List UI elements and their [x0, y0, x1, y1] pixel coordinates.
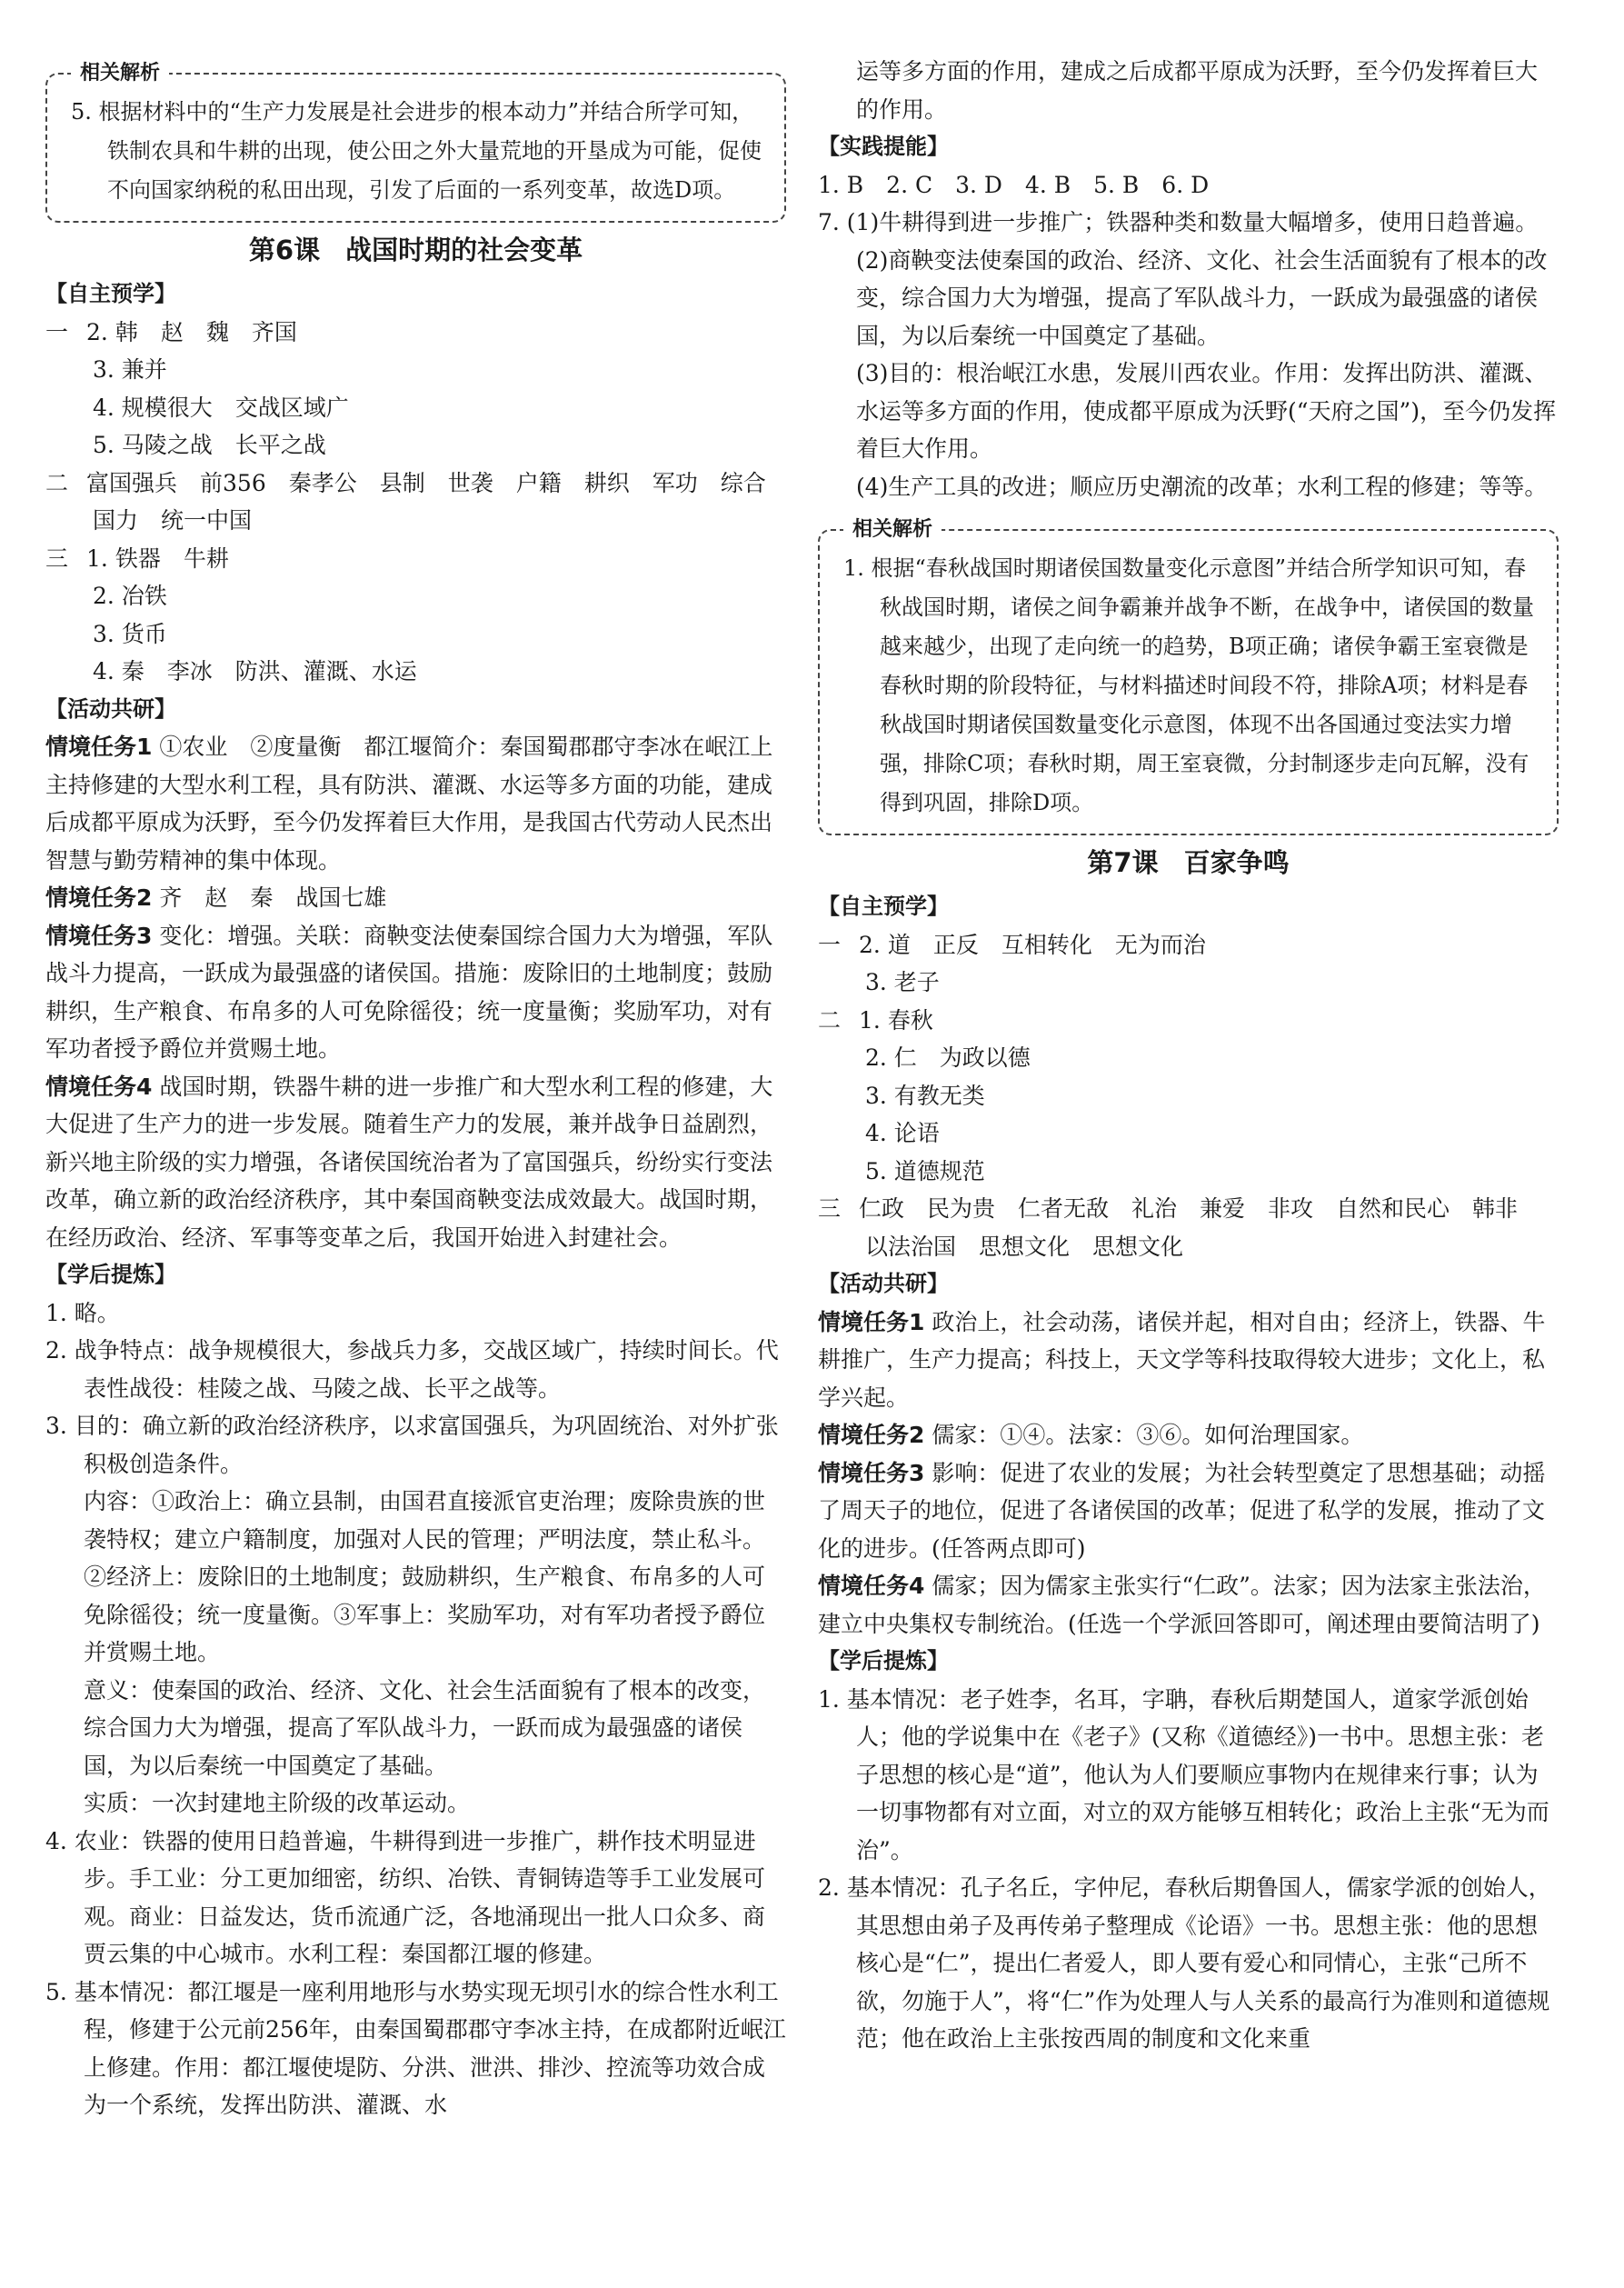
answer-item: (3)目的：根治岷江水患，发展川西农业。作用：发挥出防洪、灌溉、水运等多方面的作用，使成都平原成为沃野(“天府之国”)，至今仍发挥着巨大作用。	[856, 360, 1557, 462]
answer-line: 5. 道德规范	[865, 1157, 985, 1184]
answer-line: 4. 规模很大 交战区域广	[93, 394, 349, 421]
right-column	[818, 53, 1559, 2058]
answer-item: 3. 目的：确立新的政治经济秩序，以求富国强兵，为巩固统治、对外扩张积极创造条件。	[45, 1413, 779, 1477]
answer-line: 3. 老子	[865, 969, 940, 995]
answer-line: 4. 秦 李冰 防洪、灌溉、水运	[93, 658, 417, 684]
answer-item: 2. 战争特点：战争规模很大，参战兵力多，交战区域广，持续时间长。代表性战役：桂陵之战、马陵之战、长平之战等。	[45, 1337, 779, 1402]
lesson-title	[45, 232, 786, 268]
task-paragraph: 情境任务4 战国时期，铁器牛耕的进一步推广和大型水利工程的修建，大大促进了生产力的进一步发展。随着生产力的发展，兼并战争日益剧烈，新兴地主阶级的实力增强，各诸侯国统治者为了富国强兵，纷纷实行变法改革，确立新的政治经济秩序，其中秦国商鞅变法成效最大。战国时期，在经历政治、经济、军事等变革之后，我国开始进入封建社会。	[45, 1073, 773, 1251]
section-heading: 【活动共研】	[818, 1271, 949, 1296]
answer-line: 一 2. 韩 赵 魏 齐国	[45, 318, 297, 345]
answer-line: 4. 论语	[865, 1120, 940, 1146]
task-paragraph: 情境任务1 ①农业 ②度量衡 都江堰简介：秦国蜀郡郡守李冰在岷江上主持修建的大型水利工程，具有防洪、灌溉、水运等多方面的功能，建成后成都平原成为沃野，至今仍发挥着巨大作用，是我国古代劳动人民杰出智慧与勤劳精神的集中体现。	[45, 734, 773, 874]
task-paragraph: 情境任务2 齐 赵 秦 战国七雄	[45, 884, 387, 911]
analysis-text: 5. 根据材料中的“生产力发展是社会进步的根本动力”并结合所学可知，铁制农具和牛耕的出现，使公田之外大量荒地的开垦成为可能，促使不向国家纳税的私田出现，引发了后面的一系列变革，故选D项。	[71, 99, 762, 203]
answer-line: 3. 货币	[93, 620, 167, 647]
answer-line: 2. 仁 为政以德	[865, 1044, 1031, 1071]
answer-line: 3. 兼并	[93, 356, 167, 383]
answer-item: 2. 基本情况：孔子名丘，字仲尼，春秋后期鲁国人，儒家学派的创始人，其思想由弟子及再传弟子整理成《论语》一书。思想主张：他的思想核心是“仁”，提出仁者爱人，即人要有爱心和同情心，主张“己所不欲，勿施于人”，将“仁”作为处理人与人关系的最高行为准则和道德规范；他在政治上主张按西周的制度和文化来重	[818, 1874, 1551, 2052]
answer-item: 1. 基本情况：老子姓李，名耳，字聃，春秋后期楚国人，道家学派创始人；他的学说集中在《老子》(又称《道德经》)一书中。思想主张：老子思想的核心是“道”，他认为人们要顺应事物内在规律来行事；认为一切事物都有对立面，对立的双方能够互相转化；政治上主张“无为而治”。	[818, 1685, 1549, 1863]
answer-item: 意义：使秦国的政治、经济、文化、社会生活面貌有了根本的改变，综合国力大为增强，提高了军队战斗力，一跃而成为最强盛的诸侯国，为以后秦统一中国奠定了基础。	[84, 1676, 766, 1779]
task-paragraph: 情境任务2 儒家：①④。法家：③⑥。如何治理国家。	[818, 1422, 1364, 1448]
analysis-box	[818, 518, 1559, 835]
answer-item: 运等多方面的作用，建成之后成都平原成为沃野，至今仍发挥着巨大的作用。	[856, 58, 1539, 123]
lesson-number: 第7课	[1087, 847, 1159, 878]
answer-line: 二 富国强兵 前356 秦孝公 县制 世袭 户籍 耕织 军功 综合国力 统一中国	[45, 469, 766, 534]
section-heading: 【自主预学】	[818, 894, 949, 919]
lesson-name: 战国时期的社会变革	[345, 235, 583, 265]
task-paragraph: 情境任务3 变化：增强。关联：商鞅变法使秦国综合国力大为增强，军队战斗力提高，一跃成为最强盛的诸侯国。措施：废除旧的土地制度；鼓励耕织，生产粮食、布帛多的人可免除徭役；统一度量衡；奖励军功，对有军功者授予爵位并赏赐土地。	[45, 922, 773, 1062]
task-paragraph: 情境任务1 政治上，社会动荡，诸侯并起，相对自由；经济上，铁器、牛耕推广，生产力提高；科技上，天文学等科技取得较大进步；文化上，私学兴起。	[818, 1308, 1546, 1411]
answer-line: 二 1. 春秋	[818, 1006, 933, 1034]
section-heading: 【学后提炼】	[45, 1262, 176, 1287]
analysis-label: 相关解析	[71, 60, 169, 87]
answer-line: 2. 冶铁	[93, 583, 167, 609]
answer-item: 7. (1)牛耕得到进一步推广；铁器种类和数量大幅增多，使用日趋普遍。	[818, 209, 1539, 235]
analysis-text: 1. 根据“春秋战国时期诸侯国数量变化示意图”并结合所学知识可知，春秋战国时期，诸侯之间争霸兼并战争不断，在战争中，诸侯国的数量越来越少，出现了走向统一的趋势，B项正确；诸侯争霸王室衰微是春秋时期的阶段特征，与材料描述时间段不符，排除A项；材料是春秋战国时期诸侯国数量变化示意图，体现不出各国通过变法实力增强，排除C项；春秋时期，周王室衰微，分封制逐步走向瓦解，没有得到巩固，排除D项。	[843, 555, 1534, 815]
answer-item: (2)商鞅变法使秦国的政治、经济、文化、社会生活面貌有了根本的改变，综合国力大为增强，提高了军队战斗力，一跃成为最强盛的诸侯国，为以后秦统一中国奠定了基础。	[856, 246, 1548, 349]
answer-item: 1. 略。	[45, 1299, 120, 1326]
answer-line: 1. B 2. C 3. D 4. B 5. B 6. D	[818, 171, 1210, 198]
answer-item: 4. 农业：铁器的使用日趋普遍，牛耕得到进一步推广，耕作技术明显进步。手工业：分工更加细密，纺织、冶铁、青铜铸造等手工业发展可观。商业：日益发达，货币流通广泛，各地涌现出一批人口众多、商贾云集的中心城市。水利工程：秦国都江堰的修建。	[45, 1827, 766, 1967]
analysis-label: 相关解析	[843, 516, 942, 544]
analysis-box	[45, 62, 786, 223]
section-heading: 【活动共研】	[45, 695, 176, 722]
answer-line: 3. 有教无类	[865, 1082, 985, 1109]
answer-item: 实质：一次封建地主阶级的改革运动。	[84, 1790, 471, 1816]
answer-line: 5. 马陵之战 长平之战	[93, 432, 326, 458]
answer-line: 三 1. 铁器 牛耕	[45, 545, 229, 572]
task-paragraph: 情境任务4 儒家；因为儒家主张实行“仁政”。法家；因为法家主张法治，建立中央集权专制统治。(任选一个学派回答即可，阐述理由要简洁明了)	[818, 1573, 1546, 1637]
answer-line: 一 2. 道 正反 互相转化 无为而治	[818, 931, 1206, 958]
task-paragraph: 情境任务3 影响：促进了农业的发展；为社会转型奠定了思想基础；动摇了周天子的地位，促进了各诸侯国的改革；促进了私学的发展，推动了文化的进步。(任答两点即可)	[818, 1459, 1546, 1562]
answer-item: 内容：①政治上：确立县制，由国君直接派官吏治理；废除贵族的世袭特权；建立户籍制度，加强对人民的管理；严明法度，禁止私斗。②经济上：废除旧的土地制度；鼓励耕织，生产粮食、布帛多的人可免除徭役；统一度量衡。③军事上：奖励军功，对有军功者授予爵位并赏赐土地。	[84, 1488, 766, 1665]
section-heading: 【实践提能】	[818, 134, 949, 159]
section-heading: 【学后提炼】	[818, 1648, 949, 1674]
answer-item: (4)生产工具的改进；顺应历史潮流的改革；水利工程的修建；等等。	[856, 473, 1548, 500]
answer-line: 三 仁政 民为贵 仁者无敌 礼治 兼爱 非攻 自然和民心 韩非 以法治国 思想文化 思想文化	[818, 1195, 1541, 1260]
left-column	[45, 47, 786, 2124]
answer-item: 5. 基本情况：都江堰是一座利用地形与水势实现无坝引水的综合性水利工程，修建于公元前256年，由秦国蜀郡郡守李冰主持，在成都附近岷江上修建。作用：都江堰使堤防、分洪、泄洪、排沙、控流等功效合成为一个系统，发挥出防洪、灌溉、水	[45, 1978, 786, 2118]
section-heading: 【自主预学】	[45, 281, 176, 306]
lesson-number: 第6课	[248, 235, 321, 265]
lesson-name: 百家争鸣	[1183, 847, 1290, 878]
lesson-title	[818, 844, 1559, 881]
